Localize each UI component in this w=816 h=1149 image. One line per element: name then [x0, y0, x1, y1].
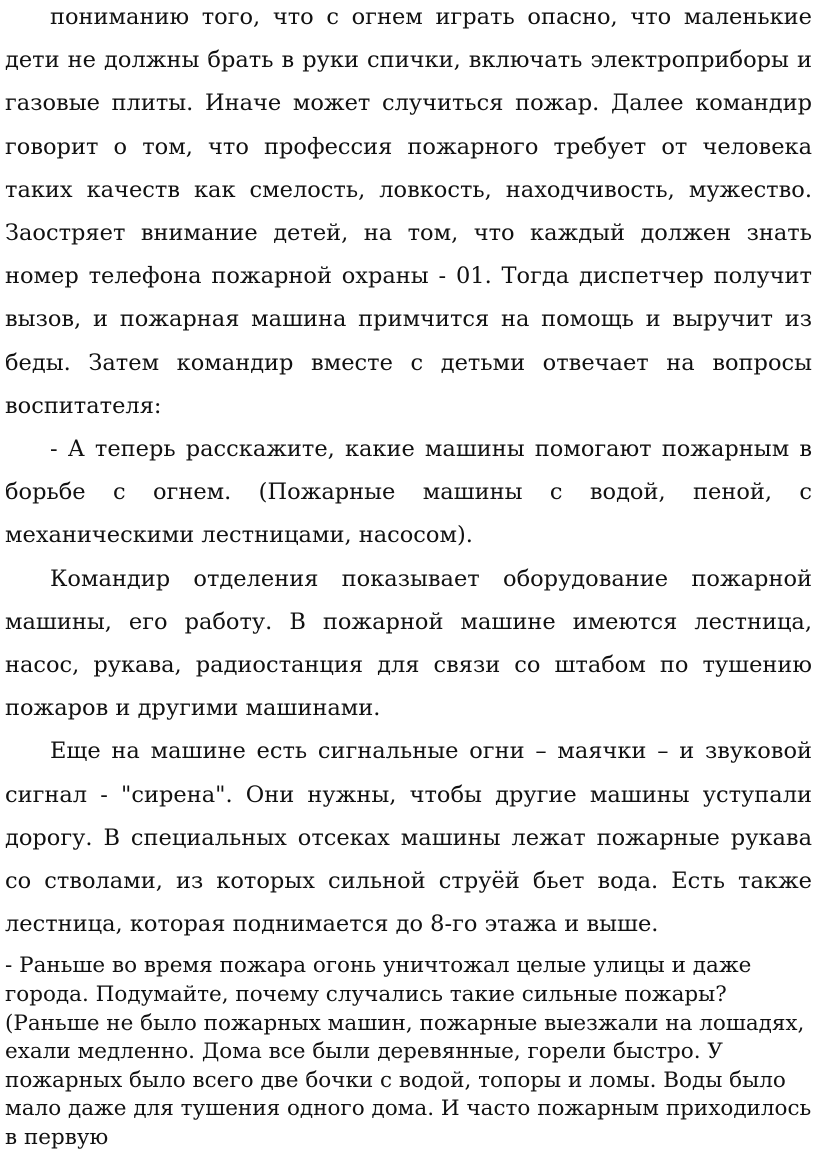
paragraph-history: - Раньше во время пожара огонь уничтожал целые улицы и даже города. Подумайте, почему случались такие сильные пожары? (Раньше не было пожарных машин, пожарные выезжали на лошадях, ехали медленно. Дома все были деревянные, горели быстро. У пожарных было всего две бочки с водой, топоры и ломы. Воды было мало даже для тушения одного дома. И часто пожарным приходилось в первую — [5, 953, 812, 1149]
paragraph-signals: Еще на машине есть сигнальные огни – маячки – и звуковой сигнал - "сирена". Они нужны, чтобы другие машины уступали дорогу. В специальных отсеках машины лежат пожарные рукава со стволами, из которых сильной струёй бьет вода. Есть также лестница, которая поднимается до 8-го этажа и выше. — [5, 738, 812, 938]
paragraph-equipment: Командир отделения показывает оборудование пожарной машины, его работу. В пожарной машине имеются лестница, насос, рукава, радиостанция для связи со штабом по тушению пожаров и другими машинами. — [5, 565, 812, 722]
paragraph-fire-safety-intro: пониманию того, что с огнем играть опасно, что маленькие дети не должны брать в руки спички, включать электроприборы и газовые плиты. Иначе может случиться пожар. Далее командир говорит о том, что профессия пожарного требует от человека таких качеств как смелость, ловкость, находчивость, мужество. Заостряет внимание детей, на том, что каждый должен знать номер телефона пожарной охраны - 01. Тогда диспетчер получит вызов, и пожарная машина примчится на помощь и выручит из беды. Затем командир вместе с детьми отвечает на вопросы воспитателя: — [5, 4, 812, 419]
paragraph-fire-machines-question: - А теперь расскажите, какие машины помогают пожарным в борьбе с огнем. (Пожарные машины с водой, пеной, с механическими лестницами, насосом). — [5, 436, 812, 549]
